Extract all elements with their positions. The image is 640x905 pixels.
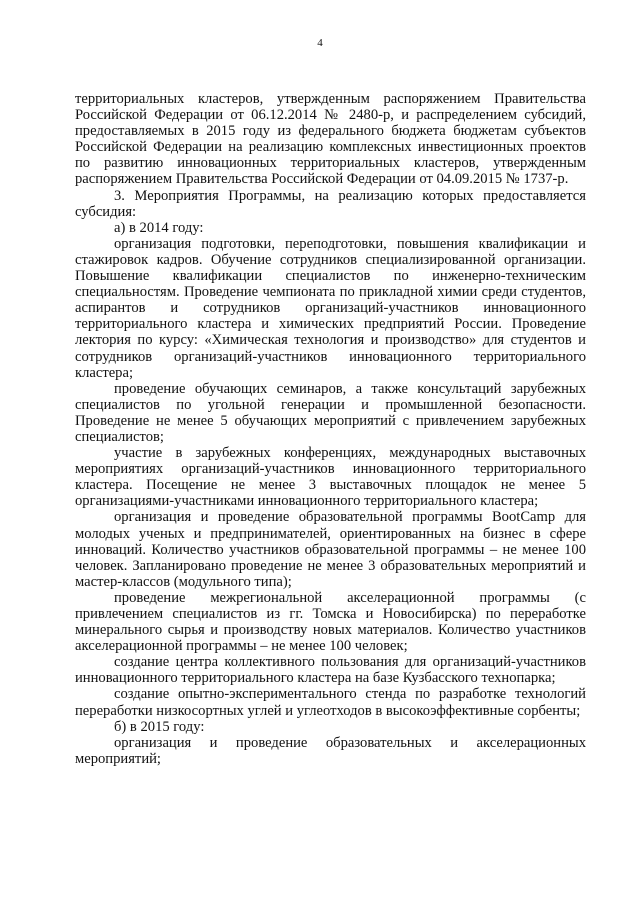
paragraph-program-measures: 3. Мероприятия Программы, на реализацию которых предоставляется субсидия:	[75, 187, 586, 220]
paragraph-acceleration-program: проведение межрегиональной акселерационной программы (с привлечением специалистов из гг. Томска и Новосибирска) по переработке минерального сырья и производству новых материалов. Количество участников акселерационной программы – не менее 100 человек;	[75, 589, 586, 655]
paragraph-educational-events: организация и проведение образовательных и акселерационных мероприятий;	[75, 734, 586, 767]
document-body	[75, 91, 586, 767]
paragraph-continuation: территориальных кластеров, утвержденным распоряжением Правительства Российской Федерации от 06.12.2014 № 2480-р, и распределением субсидий, предоставляемых в 2015 году из федерального бюджета бюджетам субъектов Российской Федерации на реализацию комплексных инвестиционных проектов по развитию инновационных территориальных кластеров, утвержденным распоряжением Правительства Российской Федерации от 04.09.2015 № 1737-р.	[75, 91, 586, 188]
paragraph-year-2014-heading: а) в 2014 году:	[114, 219, 204, 236]
paragraph-shared-use-center: создание центра коллективного пользования для организаций-участников инновационного территориального кластера на базе Кузбасского технопарка;	[75, 654, 586, 687]
paragraph-bootcamp-program: организация и проведение образовательной программы BootCamp для молодых ученых и предпринимателей, ориентированных на бизнес в сфере инноваций. Количество участников образовательной программы – не менее 100 человек. Запланировано проведение не менее 3 образовательных мероприятий и мастер-классов (модульного типа);	[75, 509, 586, 590]
paragraph-experimental-stand: создание опытно-экспериментального стенда по разработке технологий переработки низкосортных углей и углеотходов в высокоэффективные сорбенты;	[75, 686, 586, 719]
paragraph-staff-training: организация подготовки, переподготовки, повышения квалификации и стажировок кадров. Обучение сотрудников специализированной организации. Повышение квалификации специалистов по инженерно-техническим специальностям. Проведение чемпионата по прикладной химии среди студентов, аспирантов и сотрудников организаций-участников инновационного территориального кластера и химических предприятий России. Проведение лектория по курсу: «Химическая технология и производство» для студентов и сотрудников организаций-участников инновационного территориального кластера;	[75, 235, 586, 381]
paragraph-training-seminars: проведение обучающих семинаров, а также консультаций зарубежных специалистов по угольной генерации и промышленной безопасности. Проведение не менее 5 обучающих мероприятий с привлечением зарубежных специалистов;	[75, 380, 586, 445]
paragraph-foreign-conferences: участие в зарубежных конференциях, международных выставочных мероприятиях организаций-участников инновационного территориального кластера. Посещение не менее 3 выставочных площадок не менее 5 организациями-участниками инновационного территориального кластера;	[75, 445, 586, 510]
paragraph-year-2015-heading: б) в 2015 году:	[114, 718, 205, 735]
page-number: 4	[317, 37, 323, 49]
